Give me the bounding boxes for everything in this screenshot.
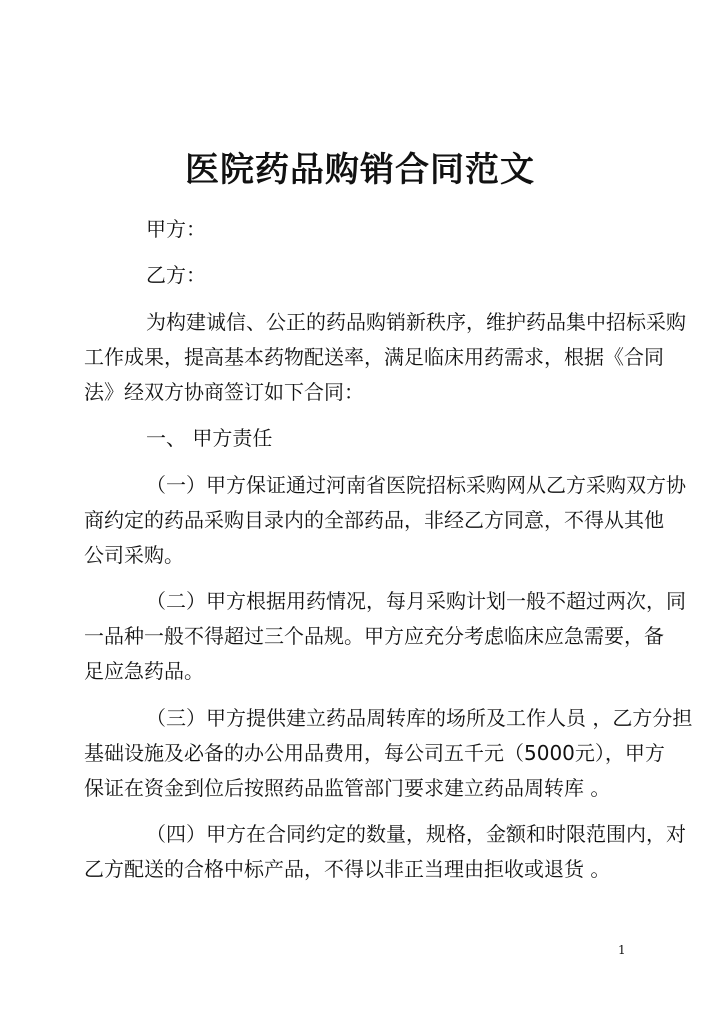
section-heading: 一、 甲方责任 (146, 426, 273, 450)
document-title: 医院药品购销合同范文 (185, 150, 535, 190)
clause-3-line-1: （三）甲方提供建立药品周转库的场所及工作人员 ，乙方分担 (146, 706, 693, 730)
clause-2-line-3: 足应急药品。 (84, 659, 204, 683)
intro-line-1: 为构建诚信、公正的药品购销新秩序，维护药品集中招标采购 (146, 310, 686, 334)
page-number: 1 (618, 943, 626, 957)
party-b-label: 乙方： (146, 263, 206, 287)
clause-1-line-3: 公司采购。 (84, 543, 184, 567)
clause-1-line-1: （一）甲方保证通过河南省医院招标采购网从乙方采购双方协 (146, 473, 686, 497)
clause-4-line-2: 乙方配送的合格中标产品，不得以非正当理由拒收或退货 。 (84, 857, 611, 881)
clause-2-line-2: 一品种一般不得超过三个品规。甲方应充分考虑临床应急需要，备 (84, 624, 664, 648)
party-a-label: 甲方： (146, 217, 206, 241)
intro-line-2: 工作成果，提高基本药物配送率，满足临床用药需求，根据《合同 (84, 345, 664, 369)
clause-4-line-1: （四）甲方在合同约定的数量，规格，金额和时限范围内，对 (146, 822, 686, 846)
intro-line-3: 法》经双方协商签订如下合同： (84, 380, 364, 404)
clause-3-line-2: 基础设施及必备的办公用品费用，每公司五千元（5000元），甲方 (84, 741, 665, 765)
clause-1-line-2: 商约定的药品采购目录内的全部药品，非经乙方同意，不得从其他 (84, 508, 664, 532)
clause-2-line-1: （二）甲方根据用药情况，每月采购计划一般不超过两次，同 (146, 589, 686, 613)
clause-3-line-3: 保证在资金到位后按照药品监管部门要求建立药品周转库 。 (84, 776, 611, 800)
